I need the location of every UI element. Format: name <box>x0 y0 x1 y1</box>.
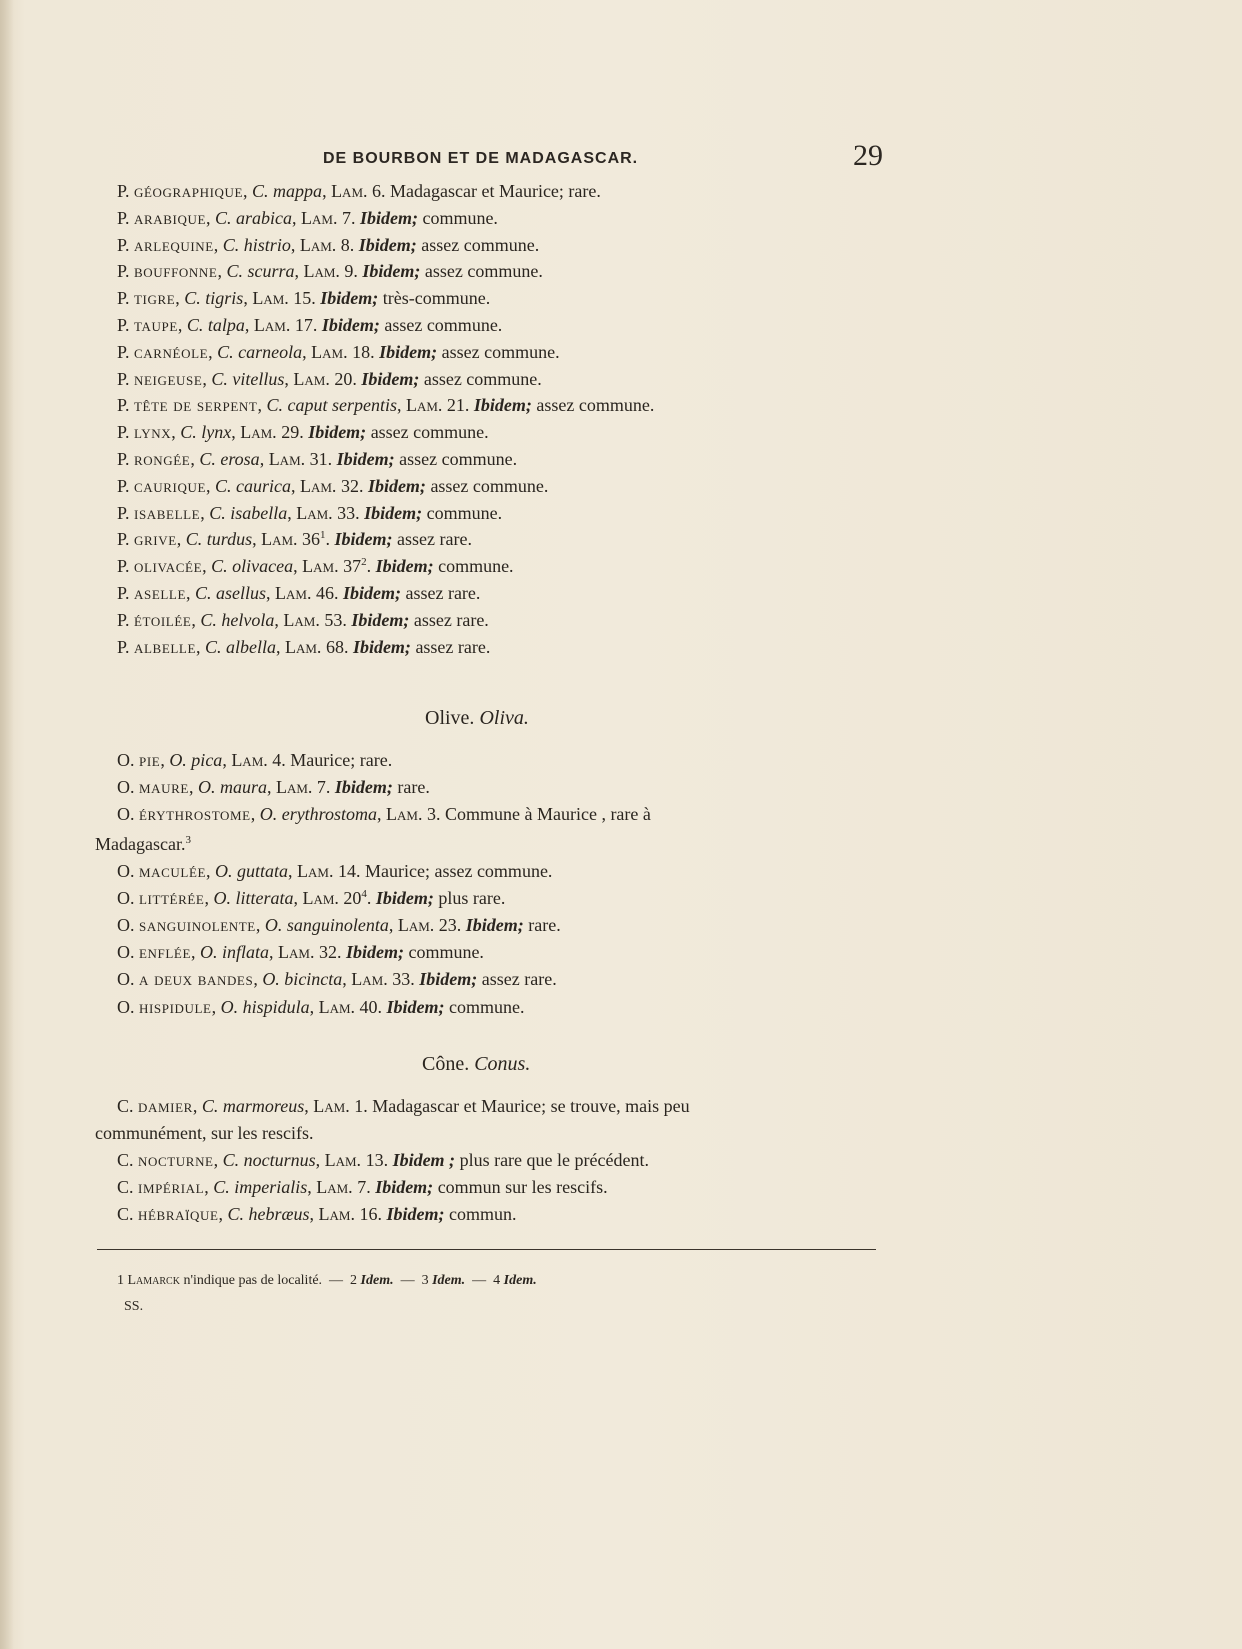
entry-number: 29. <box>281 422 304 443</box>
entry-number: 14. <box>338 861 361 881</box>
entry-common-name: sanguinolente <box>139 915 256 935</box>
footnote-ref: 4 <box>361 888 367 900</box>
entry-common-name: isabelle <box>134 502 201 523</box>
entry-author: Lam. <box>318 997 356 1017</box>
entry-line: P. aselle, C. asellus, Lam. 46. Ibidem; assez rare. <box>117 583 481 603</box>
entry-note: assez commune. <box>384 315 503 335</box>
entry-line: O. sanguinolente, O. sanguinolenta, Lam. 23. Ibidem; rare. <box>117 915 561 935</box>
entry-prefix: O. <box>117 969 135 989</box>
footnote-ref: 1 <box>320 529 326 542</box>
footnote-number: 3 <box>421 1273 429 1288</box>
entry-line: C. impérial, C. imperialis, Lam. 7. Ibidem; commun sur les rescifs. <box>117 1177 608 1197</box>
entry-note: Madagascar et Maurice; rare. <box>390 181 601 201</box>
entry-note: assez rare. <box>397 529 472 550</box>
entry-prefix: P. <box>117 475 130 496</box>
entry-note: rare. <box>528 915 561 935</box>
entry-common-name: damier <box>138 1096 193 1116</box>
entry-prefix: O. <box>117 915 135 935</box>
entry-prefix: P. <box>117 315 130 335</box>
entry-number: 20. <box>334 368 357 389</box>
entry-author: Lam. <box>318 1204 355 1224</box>
entry-ibidem: Ibidem; <box>320 288 379 309</box>
entry-note: Maurice; rare. <box>290 750 393 770</box>
entry-common-name: caurique <box>134 475 206 496</box>
olive-continuation-line <box>95 833 191 855</box>
entry-ibidem: Ibidem; <box>351 609 410 630</box>
entry-note: assez rare. <box>415 636 491 657</box>
continuation-text: Madagascar. <box>95 834 186 854</box>
footnote-idem: Idem. <box>360 1273 394 1288</box>
entry-species: O. litterata <box>213 888 294 908</box>
entry-species: C. nocturnus <box>222 1150 316 1170</box>
section-title-fr: Olive. <box>425 707 475 729</box>
entry-line: P. étoilée, C. helvola, Lam. 53. Ibidem; assez rare. <box>117 609 489 630</box>
running-head: DE BOURBON ET DE MADAGASCAR. <box>323 150 639 167</box>
entry-number: 68. <box>325 636 349 657</box>
entry-author: Lam. <box>351 969 388 989</box>
entry-species: O. bicincta <box>262 969 343 989</box>
entry-author: Lam. <box>297 861 334 881</box>
entry-note: Maurice; assez commune. <box>365 861 553 881</box>
entry-common-name: olivacée <box>134 556 203 577</box>
entry-species: C. histrio <box>222 234 291 255</box>
entry-prefix: O. <box>117 888 135 908</box>
entry-note: commune. <box>426 502 503 523</box>
entry-ibidem: Ibidem; <box>375 888 434 908</box>
entry-species: C. scurra <box>226 261 295 282</box>
footnote-rule <box>97 1249 876 1250</box>
section-title-la: Oliva. <box>479 707 529 729</box>
entry-ibidem: Ibidem; <box>321 315 380 335</box>
entry-common-name: hispidule <box>139 997 212 1017</box>
entry-common-name: littérée <box>139 888 205 908</box>
entry-note: rare. <box>397 777 430 797</box>
entry-common-name: neigeuse <box>134 368 203 389</box>
entry-line: C. hébraïque, C. hebræus, Lam. 16. Ibidem; commun. <box>117 1204 517 1224</box>
footnote-number: 2 <box>350 1273 358 1288</box>
entry-common-name: carnéole <box>134 341 209 362</box>
entry-common-name: bouffonne <box>134 261 218 282</box>
entry-common-name: arabique <box>134 207 206 228</box>
entry-common-name: taupe <box>134 315 178 335</box>
entry-ibidem: Ibidem; <box>308 422 367 443</box>
entry-line: P. neigeuse, C. vitellus, Lam. 20. Ibidem; assez commune. <box>117 368 542 389</box>
entry-number: 7. <box>341 207 356 228</box>
entry-number: 18. <box>352 341 375 362</box>
footnote-dash: — <box>329 1273 344 1288</box>
entry-author: Lam. <box>311 341 348 362</box>
entry-author: Lam. <box>316 1177 353 1197</box>
footnote-dash: — <box>400 1273 415 1288</box>
entry-ibidem: Ibidem; <box>386 997 445 1017</box>
entry-author: Lam. <box>386 804 423 824</box>
entry-number: 40. <box>359 997 383 1017</box>
entry-ibidem: Ibidem; <box>334 777 393 797</box>
entry-number: 13. <box>365 1150 389 1170</box>
entry-ibidem: Ibidem; <box>345 942 404 962</box>
entry-number: 46. <box>315 583 339 603</box>
entry-line: O. littérée, O. litterata, Lam. $20^4$. Ibidem; plus rare. <box>117 888 506 908</box>
section-title-fr: Cône. <box>422 1053 470 1075</box>
entry-species: C. olivacea <box>211 556 294 577</box>
entry-prefix: P. <box>117 422 130 443</box>
entry-common-name: grive <box>134 529 177 550</box>
entry-note: commun sur les rescifs. <box>437 1177 608 1197</box>
entry-number: 6. <box>372 181 386 201</box>
entry-common-name: arlequine <box>134 234 214 255</box>
entry-common-name: tête de serpent <box>134 395 258 416</box>
entry-number: 23. <box>438 915 462 935</box>
entry-prefix: P. <box>117 502 130 523</box>
entry-prefix: O. <box>117 861 135 881</box>
entry-line: O. enflée, O. inflata, Lam. 32. Ibidem; commune. <box>117 942 484 962</box>
entry-prefix: P. <box>117 181 130 201</box>
entry-note: assez commune. <box>430 475 549 496</box>
entry-ibidem: Ibidem; <box>362 261 421 282</box>
entry-species: C. vitellus <box>211 368 285 389</box>
entry-line: P. rongée, C. erosa, Lam. 31. Ibidem; assez commune. <box>117 449 518 469</box>
cone-continuation-line: communément, sur les rescifs. <box>95 1123 314 1143</box>
entry-ibidem: Ibidem; <box>364 502 423 523</box>
entry-note: assez commune. <box>423 368 542 389</box>
entry-common-name: rongée <box>134 449 191 469</box>
entry-line: O. maculée, O. guttata, Lam. 14. Maurice; assez commune. <box>117 861 553 881</box>
entry-species: C. helvola <box>200 609 275 630</box>
entry-number: 7. <box>357 1177 371 1197</box>
entry-note: commune. <box>408 942 484 962</box>
entry-author: Lam. <box>252 288 289 309</box>
entry-line: P. albelle, C. albella, Lam. 68. Ibidem; assez rare. <box>117 636 491 657</box>
entry-ibidem: Ibidem ; <box>392 1150 456 1170</box>
entry-prefix: C. <box>117 1096 134 1116</box>
entry-species: O. pica <box>169 750 223 770</box>
entry-species: C. tigris <box>184 288 244 309</box>
entry-prefix: P. <box>117 368 130 389</box>
entry-line: P. tête de serpent, C. caput serpentis, Lam. 21. Ibidem; assez commune. <box>117 395 655 416</box>
entry-ibidem: Ibidem; <box>352 636 411 657</box>
entry-author: Lam. <box>303 261 340 282</box>
entry-line: O. a deux bandes, O. bicincta, Lam. 33. Ibidem; assez rare. <box>117 969 557 989</box>
entry-number: 17. <box>294 315 318 335</box>
entry-author: Lam. <box>299 234 337 255</box>
entry-species: C. asellus <box>195 583 267 603</box>
page-number: 29 <box>853 139 883 172</box>
entry-note: commun. <box>449 1204 517 1224</box>
entry-line: P. lynx, C. lynx, Lam. 29. Ibidem; assez commune. <box>117 422 489 443</box>
entry-ibidem: Ibidem; <box>358 234 417 255</box>
entry-ibidem: Ibidem; <box>375 556 434 577</box>
entry-species: C. talpa <box>186 315 245 335</box>
entry-common-name: maure <box>139 777 189 797</box>
entry-species: C. hebræus <box>227 1204 310 1224</box>
entry-species: C. carneola <box>217 341 303 362</box>
entry-author: Lam. <box>405 395 443 416</box>
entry-species: C. caput serpentis <box>266 395 397 416</box>
entry-ibidem: Ibidem; <box>361 368 420 389</box>
entry-species: O. maura <box>197 777 267 797</box>
entry-common-name: étoilée <box>134 609 192 630</box>
entry-line: P. arlequine, C. histrio, Lam. 8. Ibidem; assez commune. <box>117 234 540 255</box>
entry-prefix: P. <box>117 636 130 657</box>
entry-line: P. grive, C. turdus, Lam. $36^1$. Ibidem; assez rare. <box>117 529 472 550</box>
footnote-idem: Idem. <box>432 1273 466 1288</box>
entry-common-name: a deux bandes <box>139 969 254 989</box>
entry-number: 20 <box>343 888 362 908</box>
entry-note: plus rare. <box>438 888 506 908</box>
entry-author: Lam. <box>231 750 268 770</box>
entry-author: Lam. <box>268 449 306 469</box>
entry-common-name: albelle <box>134 636 196 657</box>
entry-line: P. arabique, C. arabica, Lam. 7. Ibidem; commune. <box>117 207 498 228</box>
entry-common-name: géographique <box>134 181 244 201</box>
entry-prefix: O. <box>117 942 135 962</box>
entry-number: 7. <box>316 777 331 797</box>
entry-note: assez commune. <box>399 449 518 469</box>
entry-author: Lam. <box>302 556 339 577</box>
entry-line: P. caurique, C. caurica, Lam. 32. Ibidem; assez commune. <box>117 475 549 496</box>
entry-prefix: P. <box>117 261 130 282</box>
entry-ibidem: Ibidem; <box>379 341 438 362</box>
entry-number: 32. <box>340 475 364 496</box>
entry-line: C. damier, C. marmoreus, Lam. 1. Madagascar et Maurice; se trouve, mais peu <box>117 1096 690 1116</box>
entry-note: commune. <box>449 997 525 1017</box>
entry-line: O. maure, O. maura, Lam. 7. Ibidem; rare. <box>117 777 430 797</box>
entry-number: 4. <box>272 750 286 770</box>
entry-species: C. mappa <box>252 181 323 201</box>
entry-note: assez rare. <box>405 583 481 603</box>
entry-note: assez commune. <box>370 422 489 443</box>
entry-author: Lam. <box>331 181 368 201</box>
footnote-dash: — <box>472 1273 487 1288</box>
entry-note: Madagascar et Maurice; se trouve, mais peu <box>372 1096 690 1116</box>
entry-prefix: C. <box>117 1177 134 1197</box>
signature-mark: SS. <box>124 1299 144 1314</box>
entry-number: 21. <box>446 395 470 416</box>
entry-number: 36 <box>302 529 321 550</box>
entry-author: Lam. <box>293 368 330 389</box>
entry-ibidem: Ibidem; <box>465 915 524 935</box>
entry-species: O. guttata <box>215 861 289 881</box>
entry-ibidem: Ibidem; <box>386 1204 445 1224</box>
entry-line: P. bouffonne, C. scurra, Lam. 9. Ibidem; assez commune. <box>117 261 543 282</box>
entry-line: C. nocturne, C. nocturnus, Lam. 13. Ibidem ; plus rare que le précédent. <box>117 1150 649 1170</box>
entry-species: C. erosa <box>199 449 260 469</box>
entry-author: Lam. <box>299 475 337 496</box>
entry-ibidem: Ibidem; <box>473 395 532 416</box>
entry-author: Lam. <box>275 777 313 797</box>
entry-note: assez commune. <box>441 341 560 362</box>
entry-number: 37 <box>343 556 362 577</box>
footnote-idem: Idem. <box>503 1273 537 1288</box>
entry-ibidem: Ibidem; <box>336 449 395 469</box>
entry-author: Lam. <box>301 207 338 228</box>
entry-line: P. géographique, C. mappa, Lam. 6. Madagascar et Maurice; rare. <box>117 181 601 201</box>
entry-prefix: C. <box>117 1204 134 1224</box>
entry-common-name: hébraïque <box>138 1204 219 1224</box>
entry-prefix: O. <box>117 997 135 1017</box>
entry-prefix: P. <box>117 556 130 577</box>
entry-common-name: maculée <box>139 861 207 881</box>
entry-common-name: impérial <box>138 1177 205 1197</box>
footnotes <box>117 1272 537 1290</box>
entry-author: Lam. <box>397 915 435 935</box>
entry-line: P. olivacée, C. olivacea, Lam. $37^2$. Ibidem; commune. <box>117 556 514 577</box>
entry-species: C. albella <box>204 636 276 657</box>
entry-note: commune. <box>438 556 514 577</box>
entry-species: C. caurica <box>214 475 291 496</box>
entry-prefix: P. <box>117 234 130 255</box>
page-gutter-shadow <box>0 0 14 1649</box>
entry-line: P. tigre, C. tigris, Lam. 15. Ibidem; très-commune. <box>117 288 491 309</box>
section-title-olive <box>425 706 529 730</box>
footnote-text: n'indique pas de localité. <box>183 1273 323 1288</box>
entry-ibidem: Ibidem; <box>359 207 418 228</box>
entry-prefix: P. <box>117 207 130 228</box>
section-title-cone <box>422 1052 530 1076</box>
entry-ibidem: Ibidem; <box>375 1177 434 1197</box>
entry-common-name: lynx <box>134 422 172 443</box>
entry-author: Lam. <box>278 942 315 962</box>
entry-author: Lam. <box>284 636 322 657</box>
entry-author: Lam. <box>283 609 320 630</box>
entry-ibidem: Ibidem; <box>367 475 426 496</box>
entry-species: C. arabica <box>214 207 292 228</box>
entry-species: O. sanguinolenta <box>264 915 389 935</box>
entry-species: C. imperialis <box>213 1177 308 1197</box>
entry-number: 32. <box>318 942 342 962</box>
entry-common-name: nocturne <box>138 1150 214 1170</box>
entry-species: C. isabella <box>209 502 288 523</box>
entry-author: Lam. <box>313 1096 350 1116</box>
entry-note: assez commune. <box>536 395 655 416</box>
footnote-ref: 2 <box>361 556 367 569</box>
entry-note: assez rare. <box>481 969 557 989</box>
entry-prefix: C. <box>117 1150 134 1170</box>
entry-common-name: enflée <box>139 942 191 962</box>
entry-author: Lam. <box>296 502 333 523</box>
entry-prefix: P. <box>117 583 130 603</box>
entry-number: 15. <box>293 288 316 309</box>
entry-ibidem: Ibidem; <box>334 529 393 550</box>
entry-note: très-commune. <box>382 288 491 309</box>
entry-ibidem: Ibidem; <box>342 583 401 603</box>
entry-species: C. turdus <box>185 529 253 550</box>
entry-ibidem: Ibidem; <box>419 969 478 989</box>
footnote-number: 1 <box>117 1273 124 1288</box>
entry-prefix: P. <box>117 449 130 469</box>
entry-number: 53. <box>324 609 347 630</box>
entry-prefix: O. <box>117 804 135 824</box>
entry-prefix: P. <box>117 341 130 362</box>
section-title-la: Conus. <box>474 1053 531 1075</box>
entry-species: O. inflata <box>199 942 269 962</box>
entry-line: O. hispidule, O. hispidula, Lam. 40. Ibidem; commune. <box>117 997 525 1017</box>
entry-author: Lam. <box>253 315 291 335</box>
entry-species: C. marmoreus <box>201 1096 305 1116</box>
entry-species: C. lynx <box>180 422 232 443</box>
entry-species: O. erythrostoma <box>259 804 378 824</box>
entry-number: 33. <box>337 502 360 523</box>
entry-note: plus rare que le précédent. <box>459 1150 649 1170</box>
entry-prefix: O. <box>117 750 135 770</box>
entry-prefix: O. <box>117 777 135 797</box>
entry-number: 16. <box>359 1204 382 1224</box>
footnote-number: 4 <box>493 1273 501 1288</box>
entry-line: P. isabelle, C. isabella, Lam. 33. Ibidem; commune. <box>117 502 503 523</box>
entry-prefix: P. <box>117 529 130 550</box>
entry-line: O. pie, O. pica, Lam. 4. Maurice; rare. <box>117 750 393 770</box>
entry-common-name: tigre <box>134 288 176 309</box>
entry-author: Lam. <box>302 888 339 908</box>
entry-author: Lam. <box>261 529 298 550</box>
entry-note: commune. <box>422 207 498 228</box>
entry-line: O. érythrostome, O. erythrostoma, Lam. 3. Commune à Maurice , rare à <box>117 804 651 824</box>
entry-number: 31. <box>309 449 333 469</box>
entry-note: Commune à Maurice , rare à <box>444 804 651 824</box>
entry-note: assez rare. <box>413 609 489 630</box>
entry-prefix: P. <box>117 288 130 309</box>
entry-author: Lam. <box>240 422 277 443</box>
entry-line: P. carnéole, C. carneola, Lam. 18. Ibidem; assez commune. <box>117 341 560 362</box>
entry-number: 1. <box>354 1096 368 1116</box>
entry-prefix: P. <box>117 609 130 630</box>
entry-note: assez commune. <box>424 261 543 282</box>
entry-common-name: érythrostome <box>139 804 251 824</box>
entry-author: Lam. <box>275 583 312 603</box>
entry-common-name: aselle <box>134 583 186 603</box>
entry-common-name: pie <box>139 750 161 770</box>
entry-number: 9. <box>344 261 358 282</box>
footnote-ref: 3 <box>185 834 191 846</box>
entry-note: assez commune. <box>421 234 540 255</box>
entry-number: 33. <box>392 969 415 989</box>
entry-line: P. taupe, C. talpa, Lam. 17. Ibidem; assez commune. <box>117 315 503 335</box>
entry-prefix: P. <box>117 395 130 416</box>
entry-author: Lam. <box>324 1150 362 1170</box>
entry-number: 8. <box>340 234 355 255</box>
entry-number: 3. <box>426 804 441 824</box>
entry-species: O. hispidula <box>220 997 310 1017</box>
footnote-author: Lamarck <box>127 1273 180 1288</box>
